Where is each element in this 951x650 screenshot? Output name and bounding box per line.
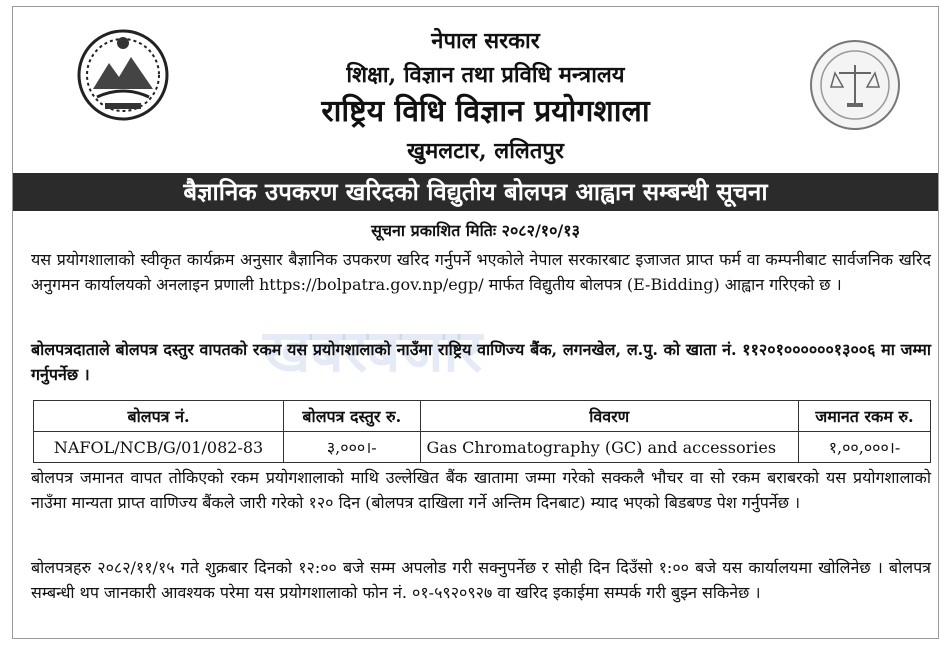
table-header-row	[34, 401, 931, 432]
forensic-laboratory-seal-icon	[807, 37, 903, 133]
submission-deadline-paragraph: बोलपत्रहरु २०८२/११/१५ गते शुक्रबार दिनको १२:०० बजे सम्म अपलोड गरी सक्नुपर्नेछ र सोही दिन दिउँसो १:०० बजे यस कार्यालयमा खोलिनेछ । बोलपत्र सम्बन्धी थप जानकारी आवश्यक परेमा यस प्रयोगशालाको फोन नं. ०१-५९२०९२७ वा खरिद इकाईमा सम्पर्क गरी बुझ्न सकिनेछ ।	[31, 558, 931, 602]
publication-date: सूचना प्रकाशित मितिः २०८२/१०/१३	[371, 221, 580, 240]
table-row	[34, 432, 931, 463]
watermark: खबरबजार	[263, 317, 483, 385]
security-amount-cell: १,००,०००।-	[798, 432, 930, 463]
description-cell: Gas Chromatography (GC) and accessories	[420, 432, 798, 463]
column-header: बोलपत्र दस्तुर रु.	[284, 401, 421, 432]
column-header: जमानत रकम रु.	[798, 401, 930, 432]
ministry-title: शिक्षा, विज्ञान तथा प्रविधि मन्त्रालय	[346, 62, 625, 88]
office-location: खुमलटार, ललितपुर	[407, 138, 564, 164]
notice-header	[13, 7, 938, 167]
bid-fee-cell: ३,०००।-	[284, 432, 421, 463]
bid-number-cell: NAFOL/NCB/G/01/082-83	[34, 432, 284, 463]
notice-frame	[12, 6, 939, 639]
government-title: नेपाल सरकार	[431, 28, 540, 54]
bid-table	[33, 400, 931, 463]
fee-deposit-paragraph: बोलपत्रदाताले बोलपत्र दस्तुर वापतको रकम यस प्रयोगशालाको नाउँमा राष्ट्रिय वाणिज्य बैंक, लगनखेल, ल.पु. को खाता नं. ११२०१००००००१३००६ मा जम्मा गर्नुपर्नेछ ।	[31, 340, 931, 384]
laboratory-title: राष्ट्रिय विधि विज्ञान प्रयोगशाला	[321, 94, 650, 129]
intro-paragraph: यस प्रयोगशालाको स्वीकृत कार्यक्रम अनुसार बैज्ञानिक उपकरण खरिद गर्नुपर्ने भएकोले नेपाल सरकारबाट इजाजत प्राप्त फर्म वा कम्पनीबाट सार्वजनिक खरिद अनुगमन कार्यालयको अनलाइन प्रणाली https://bolpatra.gov.np/egp/ मार्फत विद्युतीय बोलपत्र (E-Bidding) आह्वान गरिएको छ ।	[31, 250, 931, 294]
nepal-government-emblem-icon	[75, 27, 171, 123]
column-header: बोलपत्र नं.	[34, 401, 284, 432]
bid-security-paragraph: बोलपत्र जमानत वापत तोकिएको रकम प्रयोगशालाको माथि उल्लेखित बैंक खातामा जम्मा गरेको सक्कलै भौचर वा सो रकम बराबरको यस प्रयोगशालाको नाउँमा मान्यता प्राप्त वाणिज्य बैंकले जारी गरेको १२० दिन (बोलपत्र दाखिला गर्ने अन्तिम दिनबाट) म्याद भएको बिडबण्ड पेश गर्नुपर्नेछ ।	[31, 468, 931, 512]
notice-banner: बैज्ञानिक उपकरण खरिदको विद्युतीय बोलपत्र आह्वान सम्बन्धी सूचना	[13, 173, 938, 211]
column-header: विवरण	[420, 401, 798, 432]
